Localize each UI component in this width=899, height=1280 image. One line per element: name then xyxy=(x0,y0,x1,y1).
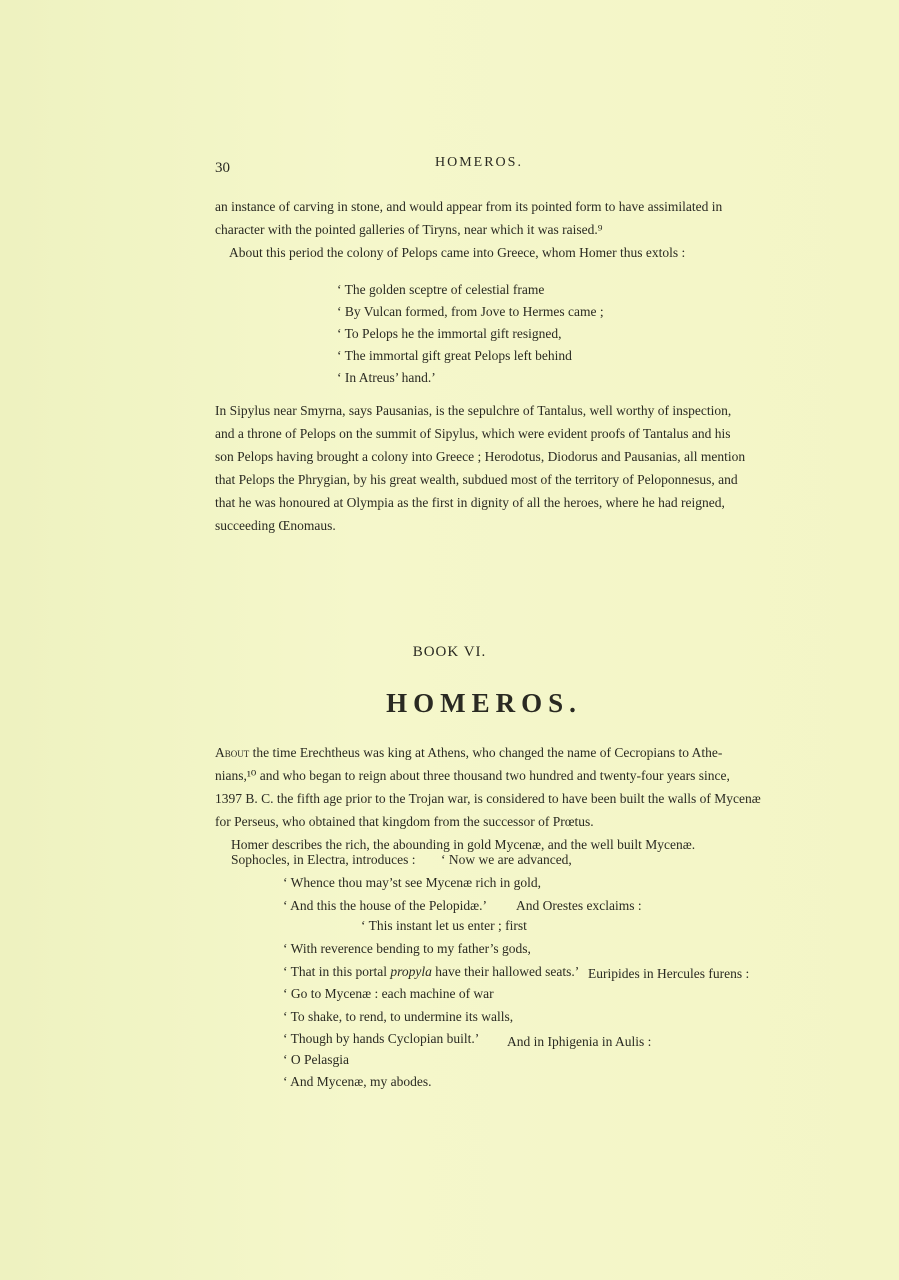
text-line: that Pelops the Phrygian, by his great wealth, subdued most of the territory of Peloponnesus, and xyxy=(215,472,738,487)
text-line: and a throne of Pelops on the summit of Sipylus, which were evident proofs of Tantalus and his xyxy=(215,426,731,441)
quote-line: ‘ Go to Mycenæ : each machine of war xyxy=(283,986,494,1001)
sophocles-intro: Sophocles, in Electra, introduces : xyxy=(231,852,416,867)
quote-line: ‘ Though by hands Cyclopian built.’ xyxy=(283,1031,480,1046)
running-title: HOMEROS. xyxy=(435,155,523,170)
quote-line: ‘ With reverence bending to my father’s gods, xyxy=(283,941,531,956)
text-fragment: have their hallowed seats.’ xyxy=(431,964,580,979)
book-title: HOMEROS. xyxy=(386,688,582,718)
text-line: that he was honoured at Olympia as the first in dignity of all the heroes, where he had reigned, xyxy=(215,495,725,510)
iphigenia-intro: And in Iphigenia in Aulis : xyxy=(507,1034,652,1049)
text-line: In Sipylus near Smyrna, says Pausanias, is the sepulchre of Tantalus, well worthy of inspection, xyxy=(215,403,732,418)
paragraph-mycenae xyxy=(215,741,761,856)
page-number: 30 xyxy=(215,160,230,176)
quote-line xyxy=(283,964,579,980)
verse-line: ‘ The golden sceptre of celestial frame xyxy=(337,282,545,297)
text-line: succeeding Œnomaus. xyxy=(215,518,336,533)
paragraph-sipylus xyxy=(215,399,745,537)
paragraph-tiryns xyxy=(215,195,745,264)
orestes-intro: And Orestes exclaims : xyxy=(516,898,642,913)
text-line: Homer describes the rich, the abounding in gold Mycenæ, and the well built Mycenæ. xyxy=(231,837,696,852)
italic-word: propyla xyxy=(390,964,432,979)
text-line xyxy=(215,741,745,764)
book-heading: BOOK VI. xyxy=(412,644,487,660)
text-line: son Pelops having brought a colony into Greece ; Herodotus, Diodorus and Pausanias, all mention xyxy=(215,449,746,464)
quote-line: ‘ And this the house of the Pelopidæ.’ xyxy=(283,898,487,913)
drop-word: About xyxy=(215,745,250,760)
euripides-intro: Euripides in Hercules furens : xyxy=(588,966,750,981)
text-fragment: the time Erechtheus was king at Athens, who changed the name of Cecropians to Athe- xyxy=(249,745,723,760)
text-line: 1397 B. C. the fifth age prior to the Trojan war, is considered to have been built the walls of Mycenæ xyxy=(215,791,761,806)
quote-line: ‘ Whence thou may’st see Mycenæ rich in gold, xyxy=(283,875,542,890)
verse-line: ‘ The immortal gift great Pelops left behind xyxy=(337,348,572,363)
verse-sceptre xyxy=(337,279,604,389)
verse-line: ‘ In Atreus’ hand.’ xyxy=(337,370,436,385)
text-line: for Perseus, who obtained that kingdom from the successor of Prœtus. xyxy=(215,814,594,829)
verse-line: ‘ To Pelops he the immortal gift resigned, xyxy=(337,326,562,341)
quote-line: ‘ To shake, to rend, to undermine its walls, xyxy=(283,1009,514,1024)
text-fragment: ‘ That in this portal xyxy=(283,964,391,979)
quote-line: ‘ This instant let us enter ; first xyxy=(361,918,527,933)
text-line: an instance of carving in stone, and would appear from its pointed form to have assimilated in xyxy=(215,199,723,214)
quote-line: ‘ Now we are advanced, xyxy=(441,852,572,867)
verse-line: ‘ By Vulcan formed, from Jove to Hermes came ; xyxy=(337,304,604,319)
quote-line: ‘ O Pelasgia xyxy=(283,1052,349,1067)
text-line: character with the pointed galleries of Tiryns, near which it was raised.⁹ xyxy=(215,222,603,237)
text-line: About this period the colony of Pelops came into Greece, whom Homer thus extols : xyxy=(229,245,686,260)
text-line: nians,¹⁰ and who began to reign about three thousand two hundred and twenty-four years since, xyxy=(215,768,730,783)
quote-line: ‘ And Mycenæ, my abodes. xyxy=(283,1074,432,1089)
